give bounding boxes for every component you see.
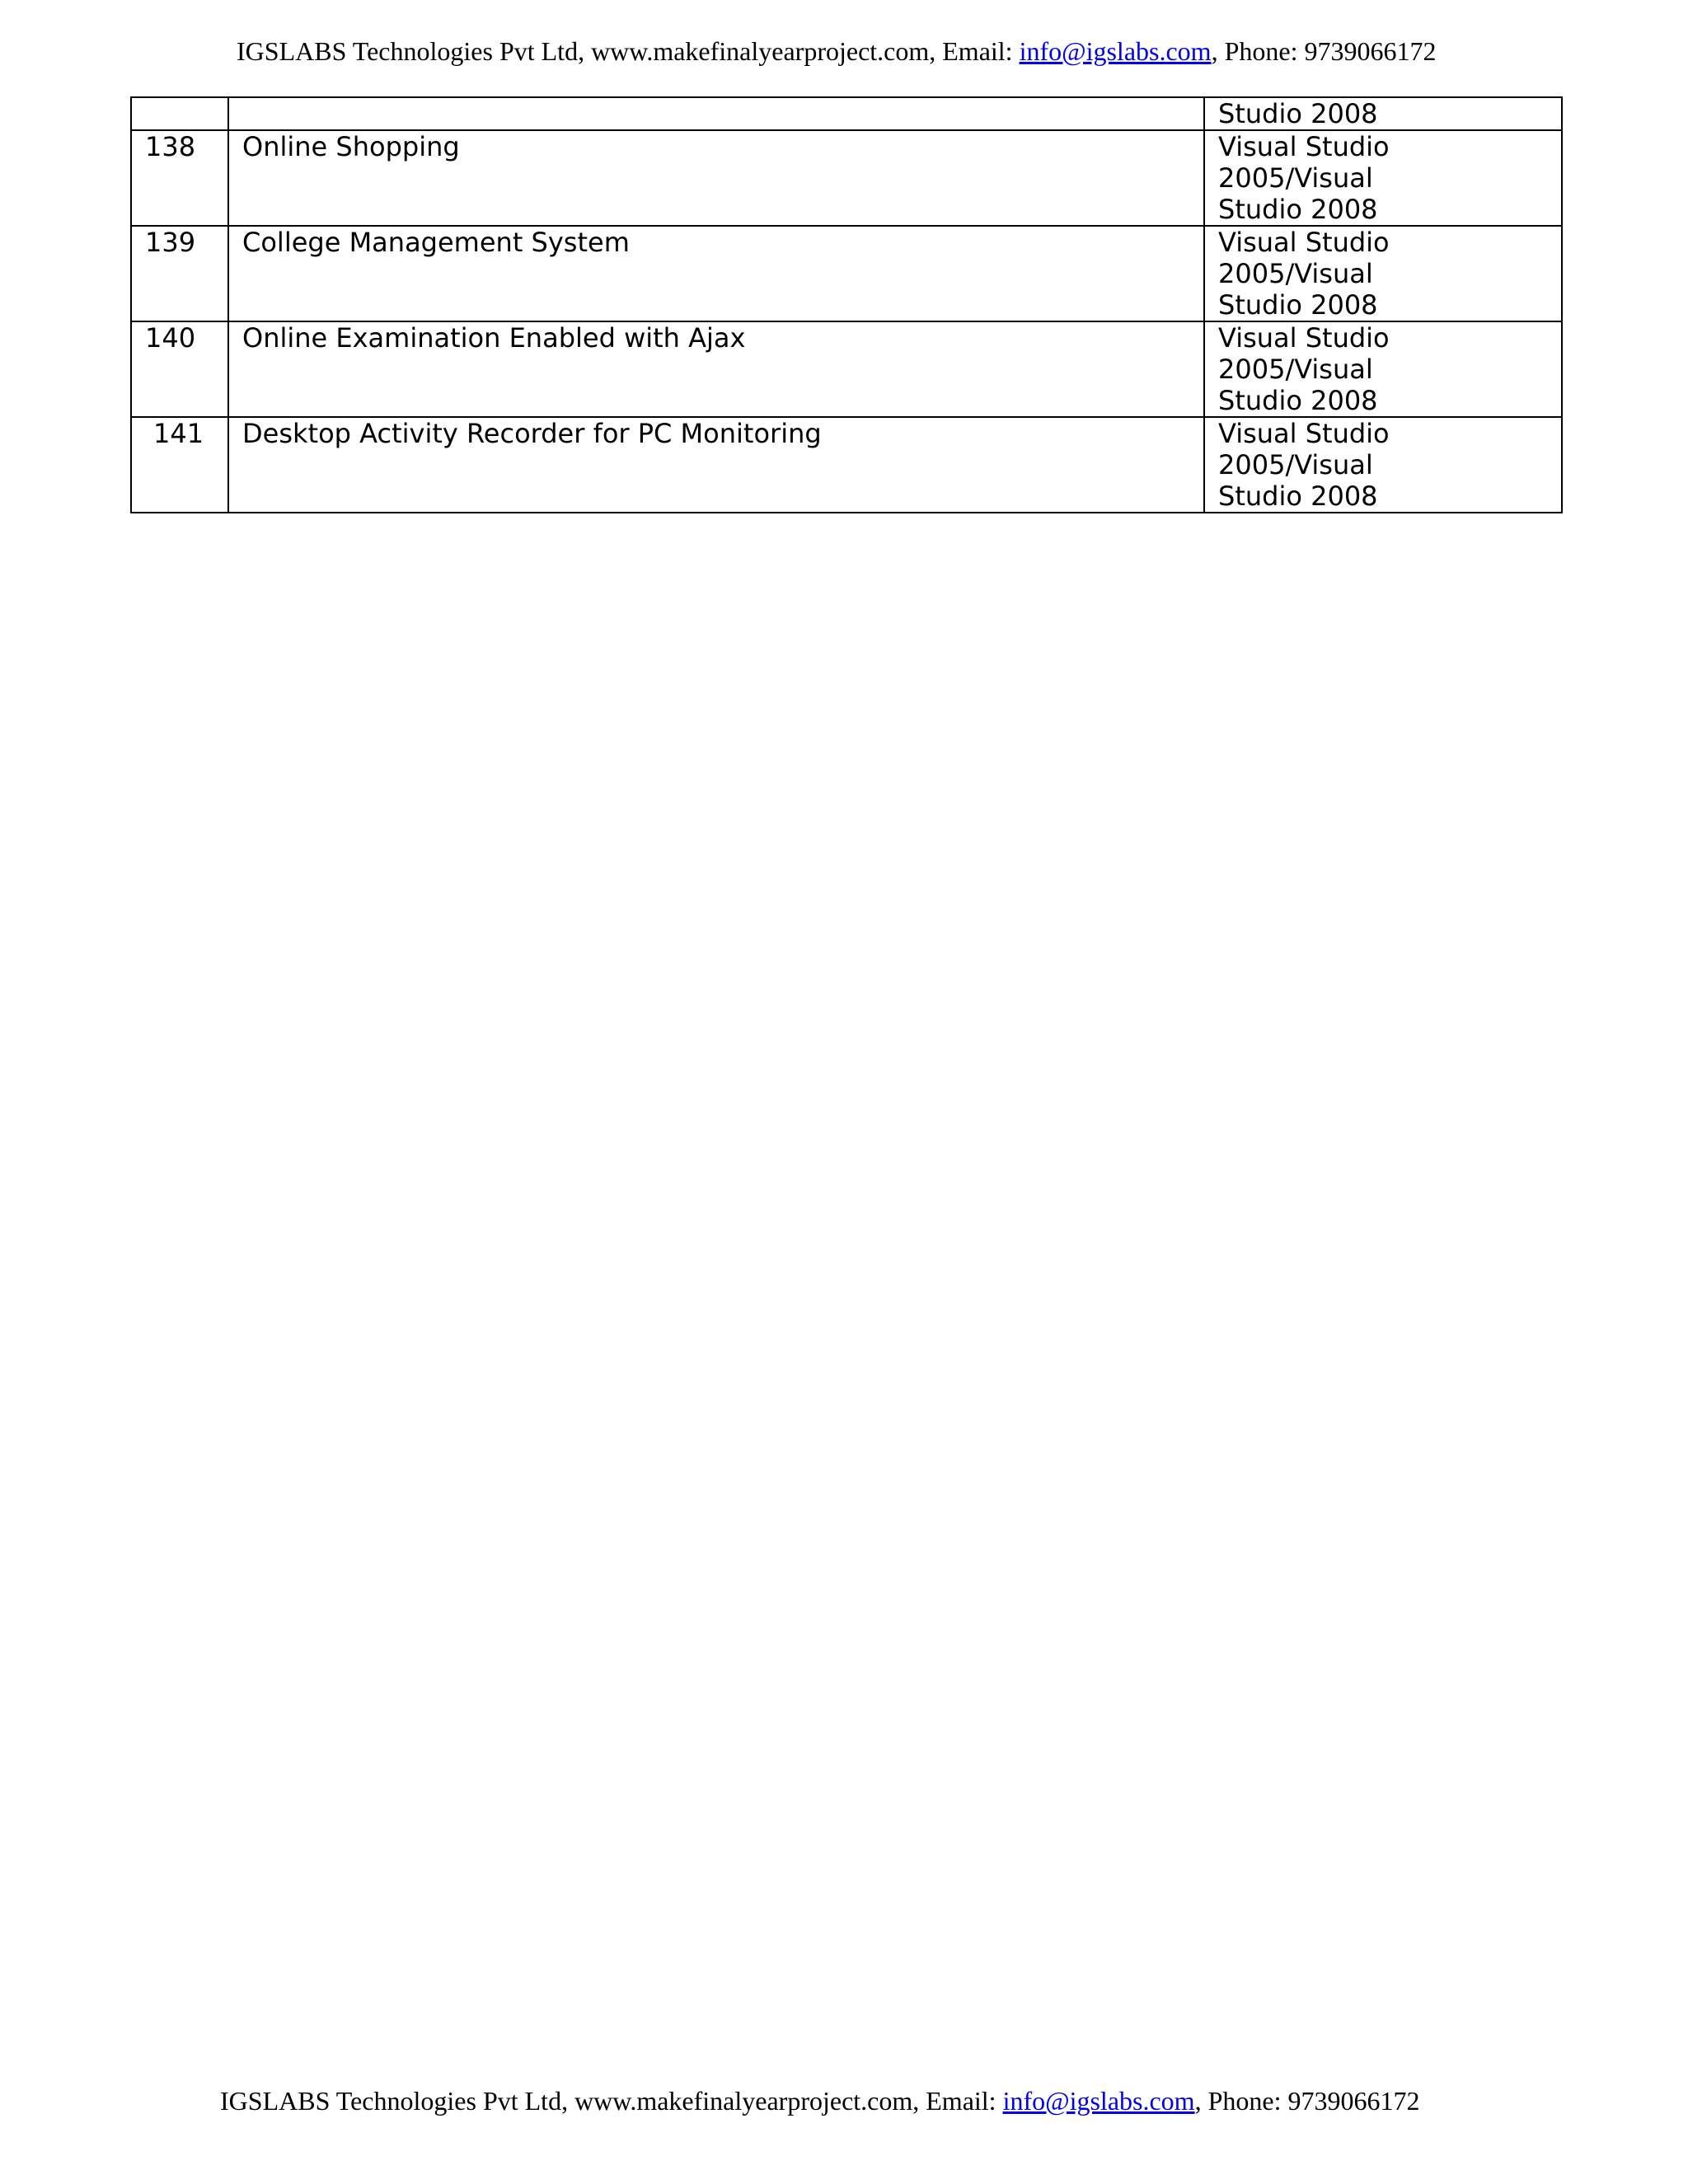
platform-line: Studio 2008 [1218, 289, 1378, 321]
table-cell-platform [1204, 226, 1562, 321]
table-row [131, 226, 1562, 321]
table-cell-number: 138 [131, 130, 228, 226]
project-table [130, 96, 1563, 513]
page-header [0, 35, 1688, 68]
header-text-suffix: , Phone: 9739066172 [1211, 36, 1437, 66]
page-footer [0, 2084, 1688, 2117]
table-cell-number: 140 [131, 321, 228, 417]
table-cell-title: College Management System [228, 226, 1204, 321]
table-row [131, 130, 1562, 226]
table-cell-title: Online Shopping [228, 130, 1204, 226]
footer-email-link[interactable]: info@igslabs.com [1002, 2086, 1195, 2116]
header-text-prefix: IGSLABS Technologies Pvt Ltd, www.makefinalyearproject.com, Email: [237, 36, 1020, 66]
platform-line: Studio 2008 [1218, 194, 1378, 225]
footer-text-prefix: IGSLABS Technologies Pvt Ltd, www.makefinalyearproject.com, Email: [220, 2086, 1003, 2116]
table-cell-title: Online Examination Enabled with Ajax [228, 321, 1204, 417]
platform-line: Studio 2008 [1218, 480, 1378, 512]
table-cell-number: 141 [131, 417, 228, 513]
platform-line: Visual Studio 2005/Visual [1218, 131, 1390, 194]
header-email-link[interactable]: info@igslabs.com [1019, 36, 1212, 66]
table-row [131, 417, 1562, 513]
platform-line: Visual Studio 2005/Visual [1218, 418, 1390, 480]
platform-line: Visual Studio 2005/Visual [1218, 322, 1390, 385]
table-cell-title [228, 97, 1204, 130]
table-cell-platform [1204, 130, 1562, 226]
platform-line: Visual Studio 2005/Visual [1218, 227, 1390, 289]
table-cell-number [131, 97, 228, 130]
table-cell-platform: Studio 2008 [1204, 97, 1562, 130]
table-cell-title: Desktop Activity Recorder for PC Monitoring [228, 417, 1204, 513]
table-row [131, 321, 1562, 417]
footer-text-suffix: , Phone: 9739066172 [1194, 2086, 1420, 2116]
platform-line: Studio 2008 [1218, 385, 1378, 416]
table-cell-number: 139 [131, 226, 228, 321]
table-row-continuation [131, 97, 1562, 130]
table-cell-platform [1204, 417, 1562, 513]
table-cell-platform [1204, 321, 1562, 417]
